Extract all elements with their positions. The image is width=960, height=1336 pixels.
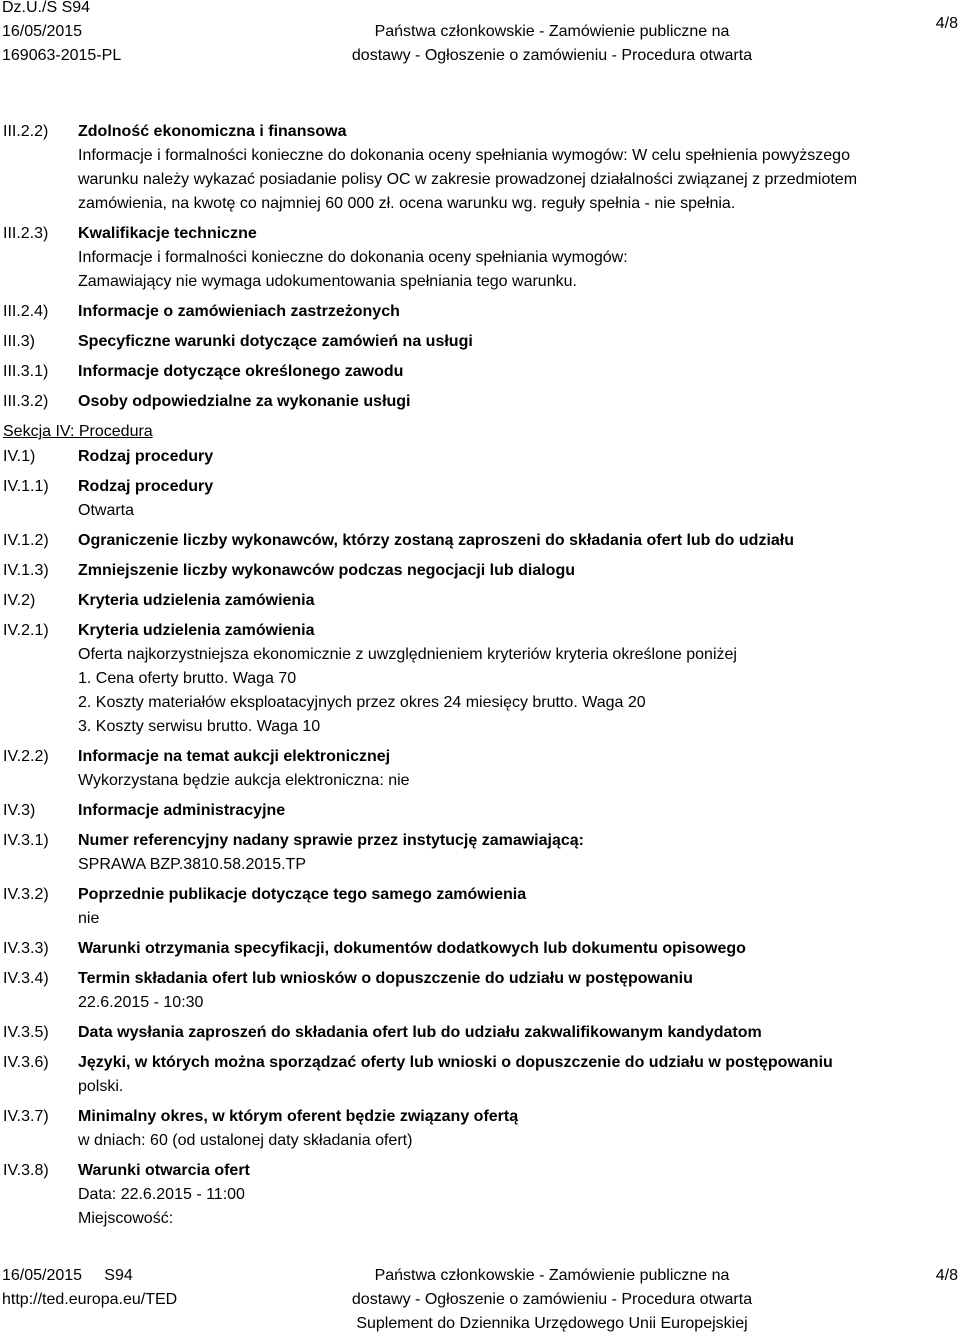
- section-row: [0, 1021, 958, 1045]
- section-row: [0, 475, 958, 523]
- section-title: Numer referencyjny nadany sprawie przez instytucję zamawiającą:: [78, 832, 584, 849]
- page-header: [2, 0, 958, 68]
- section-number: IV.2.1): [3, 622, 49, 639]
- section-title: Ograniczenie liczby wykonawców, którzy zostaną zaproszeni do składania ofert lub do udziału: [78, 532, 794, 549]
- section-row: [0, 937, 958, 961]
- section-heading-iv: Sekcja IV: Procedura: [3, 423, 153, 440]
- section-row: [0, 559, 958, 583]
- section-number: IV.3.7): [3, 1108, 49, 1125]
- section-text: 3. Koszty serwisu brutto. Waga 10: [78, 718, 321, 735]
- header-title-line-2: dostawy - Ogłoszenie o zamówieniu - Procedura otwarta: [351, 47, 753, 64]
- footer-title-line-3: Suplement do Dziennika Urzędowego Unii Europejskiej: [356, 1315, 748, 1332]
- section-row: [0, 300, 958, 324]
- section-row: [0, 390, 958, 414]
- header-title-line-1: Państwa członkowskie - Zamówienie publiczne na: [374, 23, 730, 40]
- section-number: IV.3.4): [3, 970, 49, 987]
- section-row: [0, 883, 958, 931]
- section-number: IV.1): [3, 448, 36, 465]
- section-row: [0, 745, 958, 793]
- section-title: Warunki otrzymania specyfikacji, dokumentów dodatkowych lub dokumentu opisowego: [78, 940, 746, 957]
- section-number: III.2.4): [3, 303, 49, 320]
- section-number: III.3.2): [3, 393, 49, 410]
- section-text: SPRAWA BZP.3810.58.2015.TP: [78, 856, 306, 873]
- section-title: Języki, w których można sporządzać oferty lub wnioski o dopuszczenie do udziału w postępowaniu: [78, 1054, 833, 1071]
- footer-url: http://ted.europa.eu/TED: [2, 1291, 178, 1308]
- section-title: Specyficzne warunki dotyczące zamówień na usługi: [78, 333, 473, 350]
- section-title: Kwalifikacje techniczne: [78, 225, 257, 242]
- section-title: Warunki otwarcia ofert: [78, 1162, 250, 1179]
- section-title: Zmniejszenie liczby wykonawców podczas negocjacji lub dialogu: [78, 562, 575, 579]
- section-text: Zamawiający nie wymaga udokumentowania spełniania tego warunku.: [78, 273, 577, 290]
- section-text: nie: [78, 910, 100, 927]
- section-row: [0, 360, 958, 384]
- footer-page-number: 4/8: [935, 1267, 958, 1284]
- footer-center: [272, 1264, 832, 1336]
- section-text: polski.: [78, 1078, 124, 1095]
- section-row: [0, 967, 958, 1015]
- footer-left: [2, 1264, 252, 1312]
- section-title: Zdolność ekonomiczna i finansowa: [78, 123, 347, 140]
- section-number: IV.3.1): [3, 832, 49, 849]
- section-title: Minimalny okres, w którym oferent będzie związany ofertą: [78, 1108, 519, 1125]
- section-number: IV.2): [3, 592, 36, 609]
- header-page-number: 4/8: [935, 15, 958, 32]
- section-number: IV.1.1): [3, 478, 49, 495]
- section-title: Informacje dotyczące określonego zawodu: [78, 363, 404, 380]
- section-title: Rodzaj procedury: [78, 478, 214, 495]
- section-title: Termin składania ofert lub wniosków o dopuszczenie do udziału w postępowaniu: [78, 970, 693, 987]
- section-row: [0, 120, 958, 216]
- section-number: IV.1.2): [3, 532, 49, 549]
- header-journal-ref: Dz.U./S S94: [2, 0, 91, 16]
- section-row: [0, 1051, 958, 1099]
- section-title: Informacje administracyjne: [78, 802, 286, 819]
- section-row: [0, 619, 958, 739]
- header-date: 16/05/2015: [2, 23, 83, 40]
- section-text: Wykorzystana będzie aukcja elektroniczna: nie: [78, 772, 410, 789]
- section-title: Osoby odpowiedzialne za wykonanie usługi: [78, 393, 411, 410]
- section-title: Kryteria udzielenia zamówienia: [78, 592, 315, 609]
- section-number: IV.3.6): [3, 1054, 49, 1071]
- section-number: IV.3): [3, 802, 36, 819]
- section-row: [0, 222, 958, 294]
- section-text: zamówienia, na kwotę co najmniej 60 000 zł. ocena warunku wg. reguły spełnia - nie spełnia.: [78, 195, 736, 212]
- section-row: [0, 1159, 958, 1231]
- section-text: Otwarta: [78, 502, 135, 519]
- section-number: IV.3.5): [3, 1024, 49, 1041]
- section-row: [0, 445, 958, 469]
- section-row: [0, 589, 958, 613]
- section-number: IV.3.3): [3, 940, 49, 957]
- section-number: III.3): [3, 333, 36, 350]
- section-text: Data: 22.6.2015 - 11:00: [78, 1186, 245, 1203]
- section-text: 22.6.2015 - 10:30: [78, 994, 204, 1011]
- header-center: [272, 0, 832, 68]
- section-row: [0, 330, 958, 354]
- document-body: [0, 120, 958, 1237]
- section-row: [0, 829, 958, 877]
- section-number: IV.3.8): [3, 1162, 49, 1179]
- section-title: Data wysłania zaproszeń do składania ofert lub do udziału zakwalifikowanym kandydatom: [78, 1024, 762, 1041]
- section-text: Informacje i formalności konieczne do dokonania oceny spełniania wymogów:: [78, 249, 628, 266]
- section-number: IV.2.2): [3, 748, 49, 765]
- section-title: Poprzednie publikacje dotyczące tego samego zamówienia: [78, 886, 527, 903]
- section-title: Rodzaj procedury: [78, 448, 214, 465]
- section-text: Informacje i formalności konieczne do dokonania oceny spełniania wymogów: W celu spełnienia powyższego: [78, 147, 850, 164]
- section-number: III.2.2): [3, 123, 49, 140]
- section-number: IV.1.3): [3, 562, 49, 579]
- footer-title-line-2: dostawy - Ogłoszenie o zamówieniu - Procedura otwarta: [351, 1291, 753, 1308]
- section-number: IV.3.2): [3, 886, 49, 903]
- section-text: 2. Koszty materiałów eksploatacyjnych przez okres 24 miesięcy brutto. Waga 20: [78, 694, 646, 711]
- section-row: [0, 529, 958, 553]
- section-text: Oferta najkorzystniejsza ekonomicznie z uwzględnieniem kryteriów kryteria określone poniżej: [78, 646, 737, 663]
- header-left: [2, 0, 202, 68]
- section-row: [0, 1105, 958, 1153]
- section-title: Informacje o zamówieniach zastrzeżonych: [78, 303, 400, 320]
- header-notice-number: 169063-2015-PL: [2, 47, 122, 64]
- page-footer: [2, 1264, 958, 1334]
- section-title: Informacje na temat aukcji elektronicznej: [78, 748, 391, 765]
- section-number: III.2.3): [3, 225, 49, 242]
- section-number: III.3.1): [3, 363, 49, 380]
- footer-title-line-1: Państwa członkowskie - Zamówienie publiczne na: [374, 1267, 730, 1284]
- section-title: Kryteria udzielenia zamówienia: [78, 622, 315, 639]
- section-text: warunku należy wykazać posiadanie polisy OC w zakresie prowadzonej działalności związanej z przedmiotem: [78, 171, 858, 188]
- section-row: [0, 799, 958, 823]
- section-text: 1. Cena oferty brutto. Waga 70: [78, 670, 297, 687]
- section-text: w dniach: 60 (od ustalonej daty składania ofert): [78, 1132, 413, 1149]
- footer-date-issue: 16/05/2015 S94: [2, 1267, 133, 1284]
- section-text: Miejscowość:: [78, 1210, 174, 1227]
